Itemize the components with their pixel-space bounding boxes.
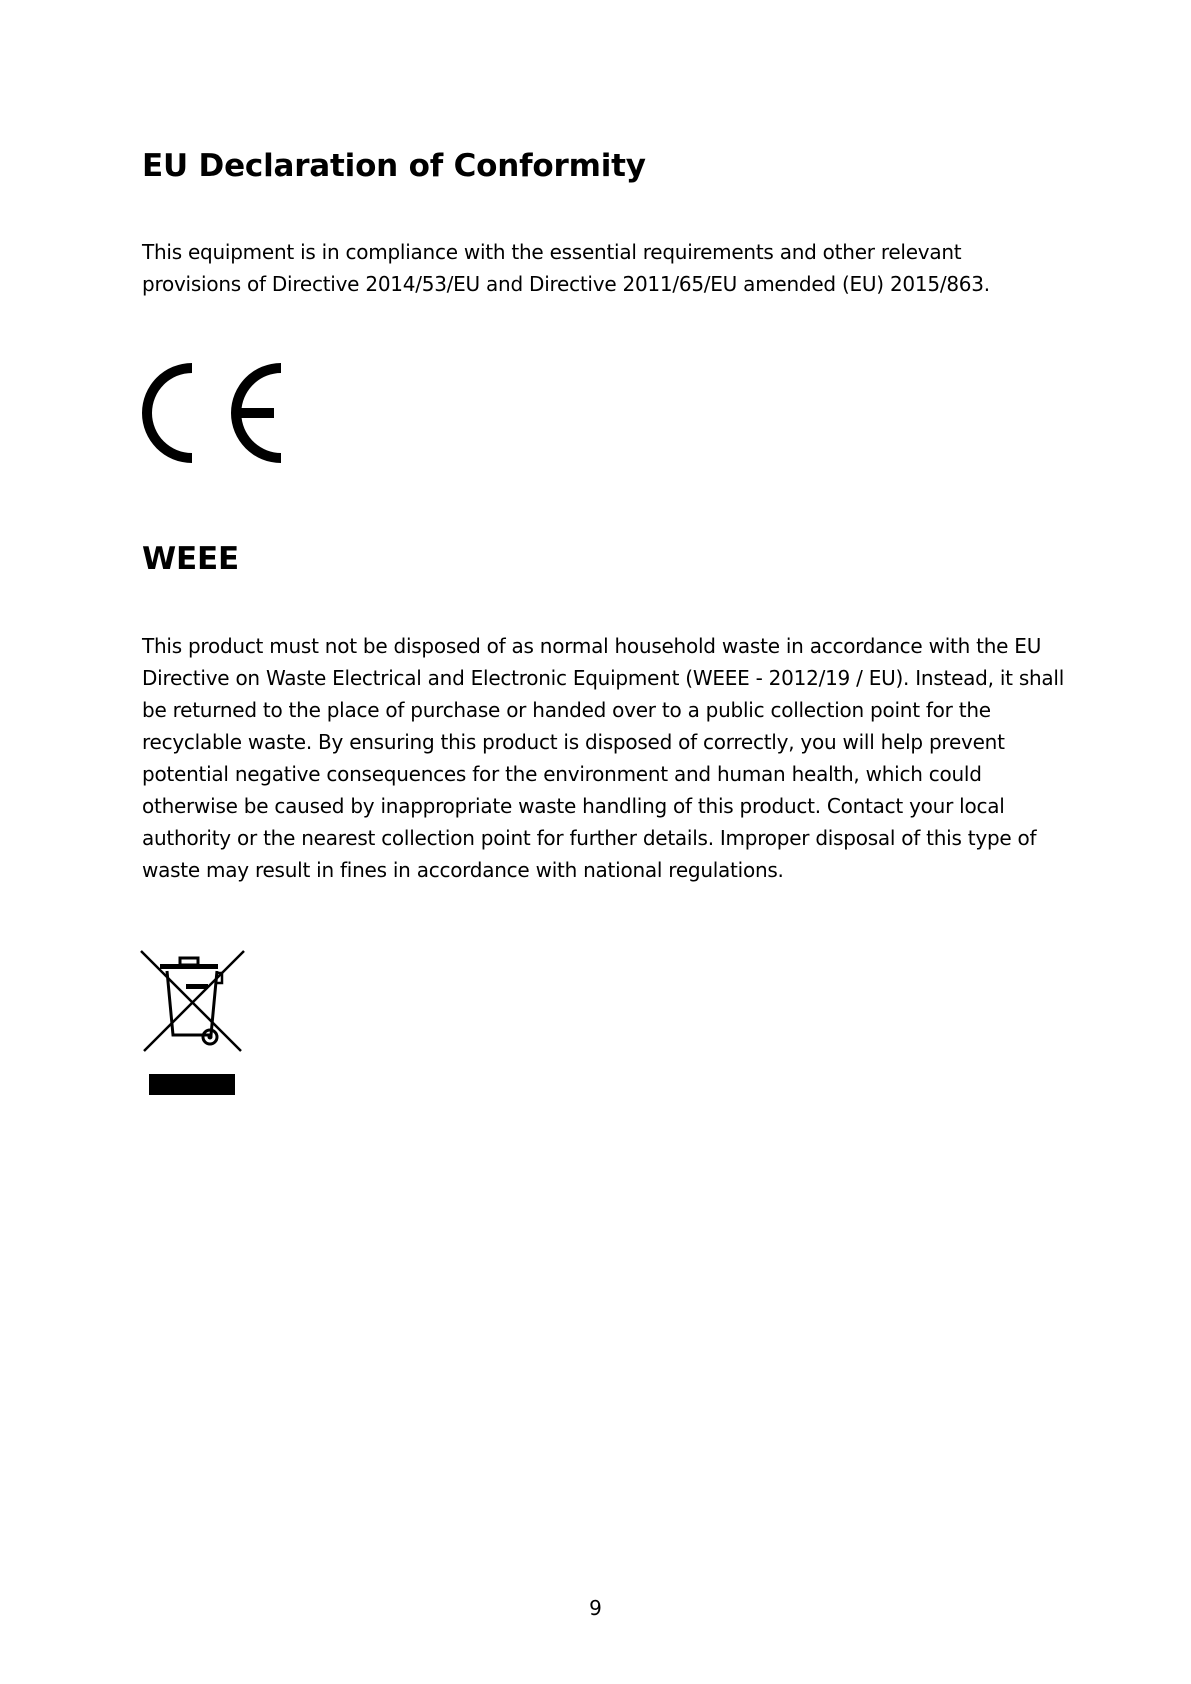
paragraph-line: otherwise be caused by inappropriate waste handling of this product. Contact your local (142, 794, 1005, 818)
paragraph-line: be returned to the place of purchase or handed over to a public collection point for the (142, 698, 991, 722)
paragraph-line: potential negative consequences for the environment and human health, which could (142, 762, 982, 786)
eu-declaration-text (142, 236, 1072, 300)
weee-heading: WEEE (142, 541, 239, 577)
crossed-out-wheelie-bin-icon (140, 949, 246, 1095)
ce-mark-icon (142, 363, 281, 463)
paragraph-line: This equipment is in compliance with the essential requirements and other relevant (142, 240, 962, 264)
paragraph-line: authority or the nearest collection point for further details. Improper disposal of this type of (142, 826, 1037, 850)
paragraph-line: Directive on Waste Electrical and Electronic Equipment (WEEE - 2012/19 / EU). Instead, it shall (142, 666, 1065, 690)
eu-declaration-heading: EU Declaration of Conformity (142, 148, 646, 184)
paragraph-line: provisions of Directive 2014/53/EU and Directive 2011/65/EU amended (EU) 2015/863. (142, 272, 990, 296)
weee-text (142, 630, 1072, 886)
paragraph-line: waste may result in fines in accordance with national regulations. (142, 858, 784, 882)
paragraph-line: recyclable waste. By ensuring this product is disposed of correctly, you will help prevent (142, 730, 1005, 754)
paragraph-line: This product must not be disposed of as normal household waste in accordance with the EU (142, 634, 1042, 658)
page-number: 9 (589, 1596, 602, 1620)
